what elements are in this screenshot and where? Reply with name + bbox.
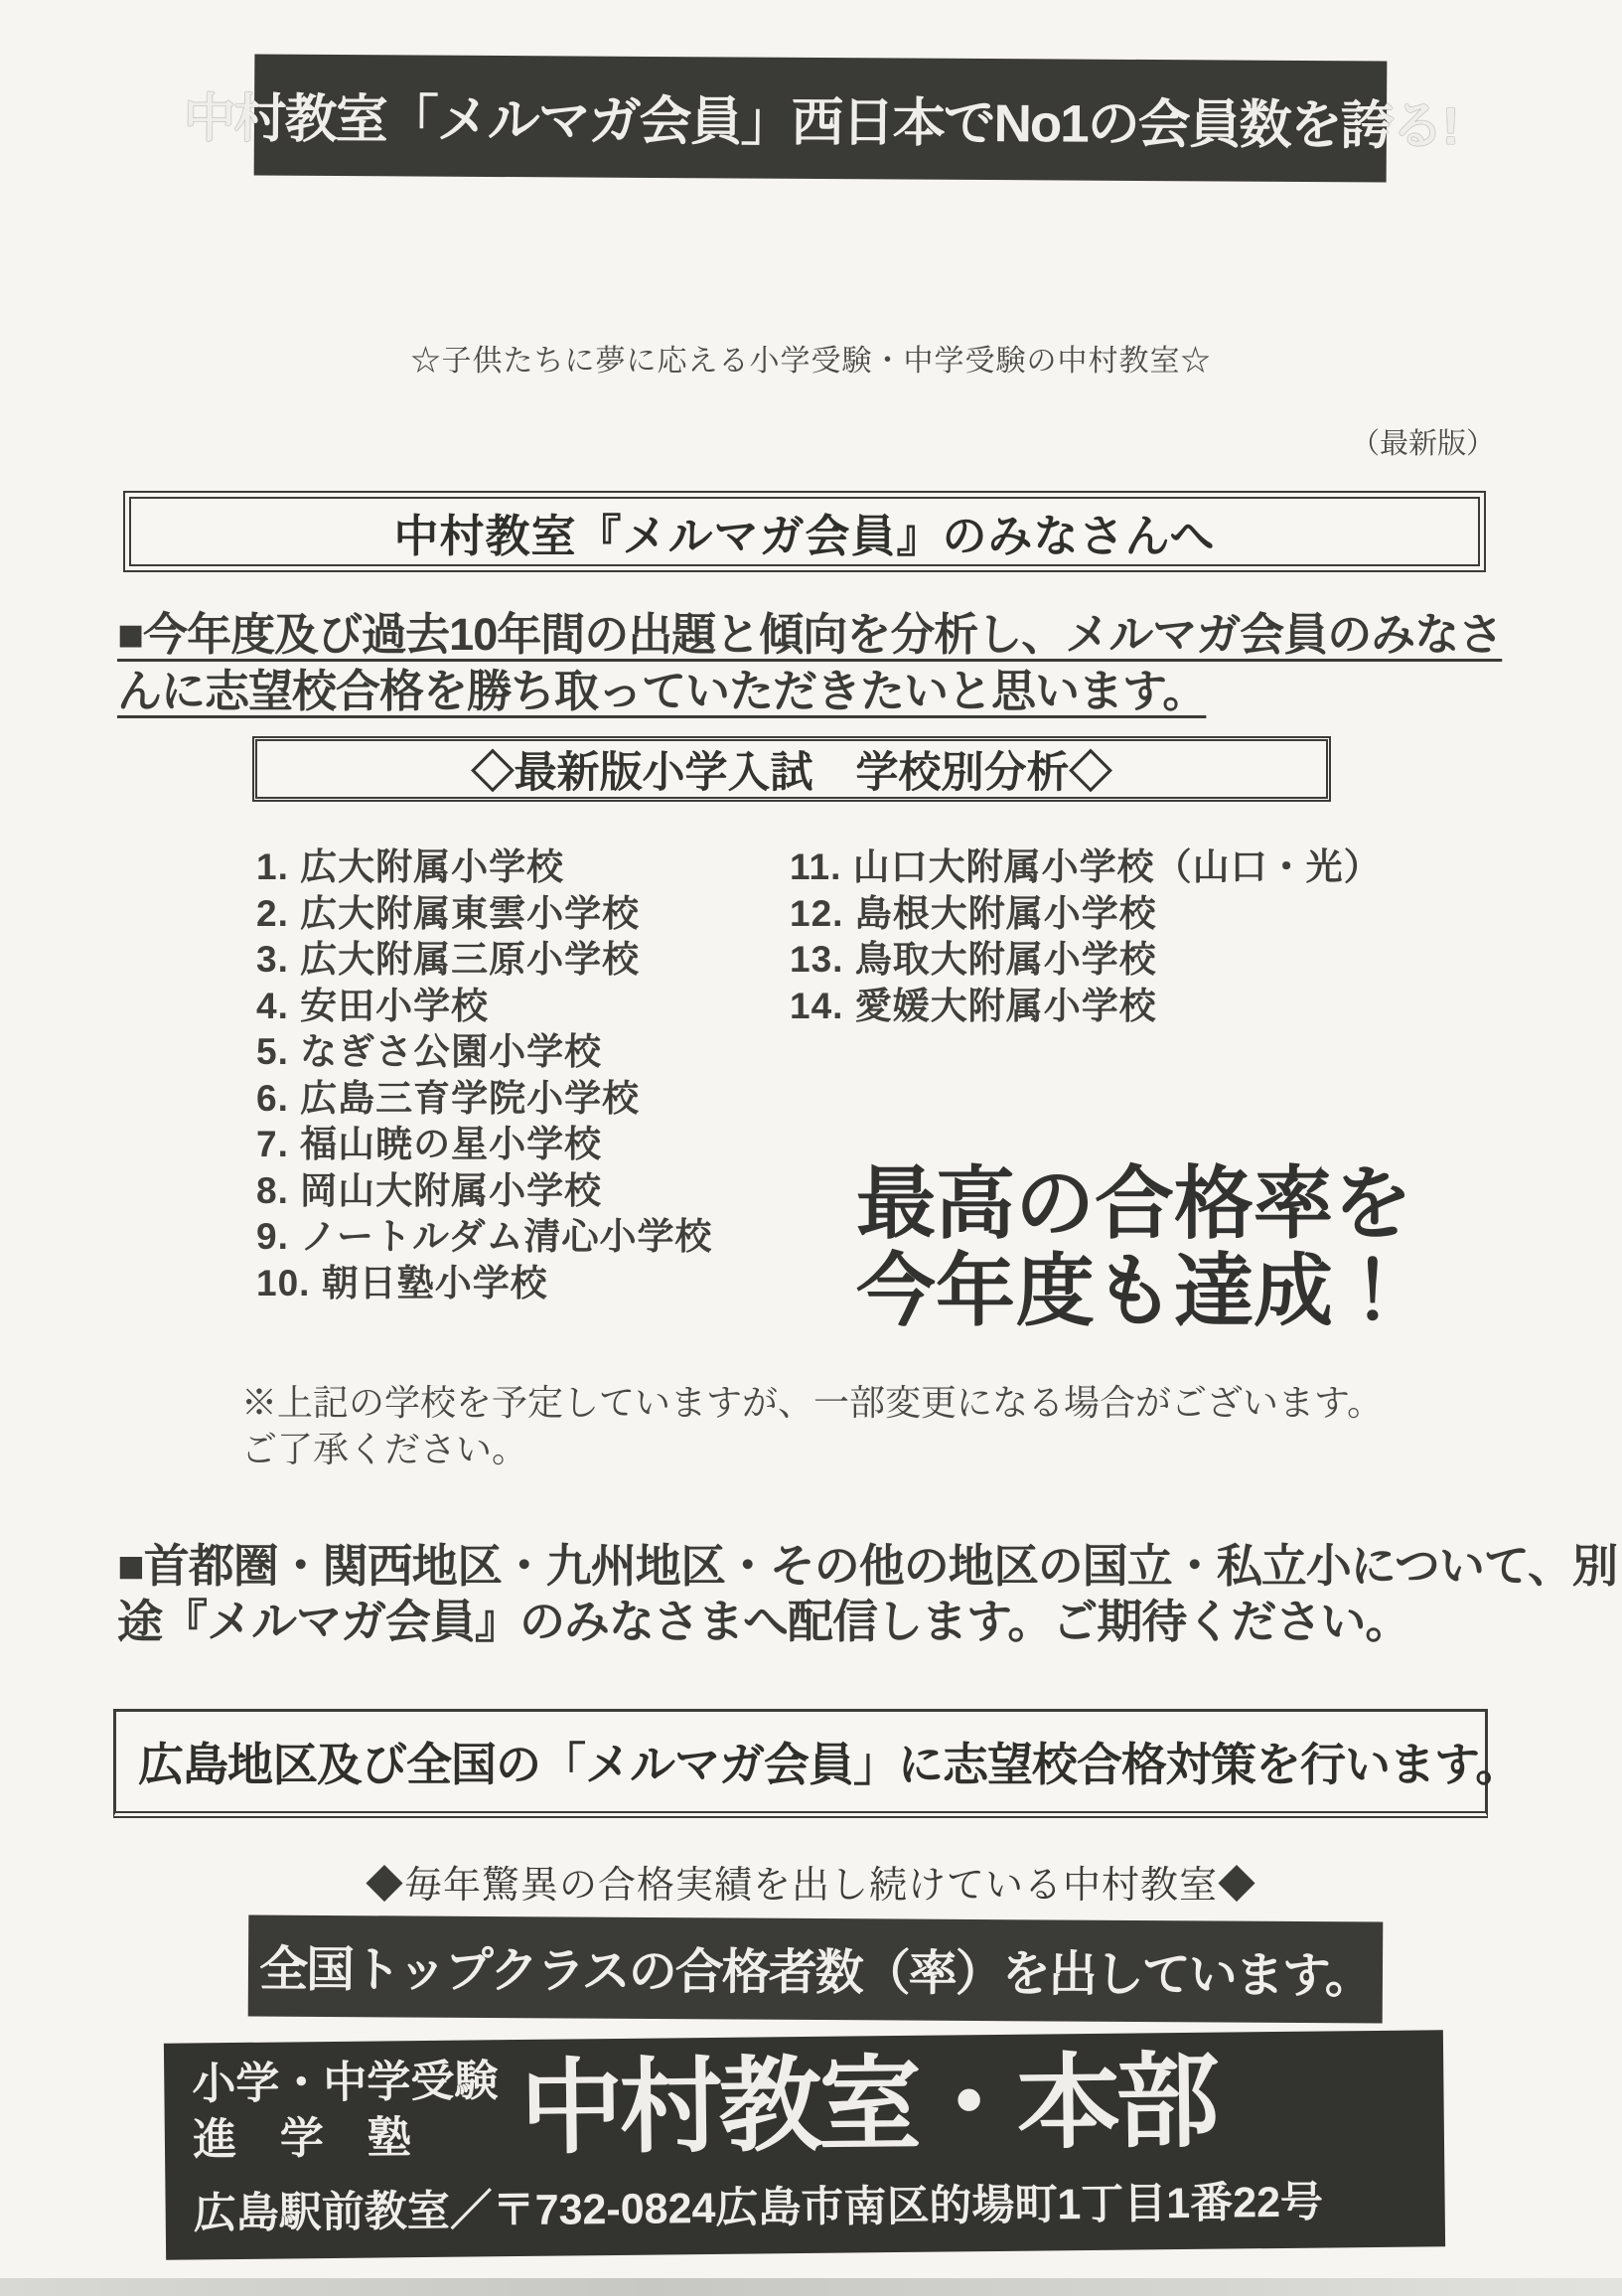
footer-category-line-2: 進 学 塾 bbox=[192, 2113, 412, 2165]
school-item: 9. ノートルダム清心小学校 bbox=[256, 1216, 713, 1257]
intro-paragraph bbox=[117, 606, 1528, 719]
analysis-title-text: ◇最新版小学入試 学校別分析◇ bbox=[471, 748, 1112, 797]
footer-address: 広島駅前教室／〒732-0824広島市南区的場町1丁目1番22号 bbox=[193, 2178, 1324, 2238]
member-headline-text: 中村教室『メルマガ会員』のみなさんへ bbox=[129, 497, 1480, 566]
strategy-box bbox=[113, 1709, 1521, 1818]
record-banner-text: 全国トップクラスの合格者数（率）を出しています。 bbox=[258, 1942, 1372, 2004]
school-item: 8. 岡山大附属小学校 bbox=[256, 1169, 603, 1211]
footer-school-name: 中村教室・本部 bbox=[518, 2044, 1217, 2167]
top-headline-banner bbox=[183, 55, 1458, 183]
disclaimer-line-2: ご了承ください。 bbox=[241, 1429, 528, 1469]
intro-line-1: ■今年度及び過去10年間の出題と傾向を分析し、メルマガ会員のみなさ bbox=[117, 609, 1503, 660]
school-list-left bbox=[256, 844, 713, 1306]
school-item: 1. 広大附属小学校 bbox=[256, 846, 565, 887]
school-list-right bbox=[790, 844, 1382, 1029]
school-item: 7. 福山暁の星小学校 bbox=[256, 1124, 603, 1164]
school-item: 5. なぎさ公園小学校 bbox=[256, 1031, 603, 1072]
achievement-slogan bbox=[856, 1160, 1412, 1335]
intro-line-2: んに志望校合格を勝ち取っていただきたいと思います。 bbox=[117, 666, 1207, 716]
distribution-paragraph bbox=[117, 1538, 1617, 1649]
distribution-line-2: 途『メルマガ会員』のみなさまへ配信します。ご期待ください。 bbox=[117, 1596, 1410, 1647]
school-item: 6. 広島三育学院小学校 bbox=[256, 1077, 641, 1119]
tagline: ☆子供たちに夢に応える小学受験・中学受験の中村教室☆ bbox=[410, 345, 1212, 378]
school-item: 4. 安田小学校 bbox=[256, 985, 490, 1026]
school-item: 11. 山口大附属小学校（山口・光） bbox=[790, 846, 1382, 887]
school-item: 12. 島根大附属小学校 bbox=[790, 892, 1157, 934]
strategy-text: 広島地区及び全国の「メルマガ会員」に志望校合格対策を行います。 bbox=[138, 1739, 1521, 1790]
analysis-title-box bbox=[252, 736, 1331, 802]
edition-note: （最新版） bbox=[1351, 428, 1496, 460]
achievement-line-1: 最高の合格率を bbox=[856, 1159, 1412, 1248]
scan-edge-strip bbox=[0, 2278, 1622, 2296]
school-item: 14. 愛媛大附属小学校 bbox=[790, 985, 1157, 1026]
footer-top-row bbox=[192, 2040, 1444, 2172]
footer-category-line-1: 小学・中学受験 bbox=[192, 2057, 499, 2109]
footer-category bbox=[192, 2054, 520, 2168]
school-item: 2. 広大附属東雲小学校 bbox=[256, 892, 641, 934]
school-item: 3. 広大附属三原小学校 bbox=[256, 939, 641, 980]
achievement-line-2: 今年度も達成！ bbox=[856, 1247, 1412, 1335]
record-caption: ◆毎年驚異の合格実績を出し続けている中村教室◆ bbox=[365, 1865, 1256, 1907]
record-banner bbox=[248, 1915, 1384, 2024]
top-headline-text: 中村教室「メルマガ会員」西日本でNo1の会員数を誇る! bbox=[183, 89, 1458, 156]
school-item: 13. 鳥取大附属小学校 bbox=[790, 939, 1157, 980]
distribution-line-1: ■首都圏・関西地区・九州地区・その他の地区の国立・私立小について、別 bbox=[117, 1540, 1617, 1592]
school-item: 10. 朝日塾小学校 bbox=[256, 1262, 548, 1303]
school-footer-banner bbox=[164, 2030, 1445, 2259]
disclaimer-line-1: ※上記の学校を予定していますが、一部変更になる場合がございます。 bbox=[241, 1382, 1384, 1423]
disclaimer-note bbox=[241, 1379, 1383, 1472]
member-headline-box bbox=[123, 491, 1486, 572]
